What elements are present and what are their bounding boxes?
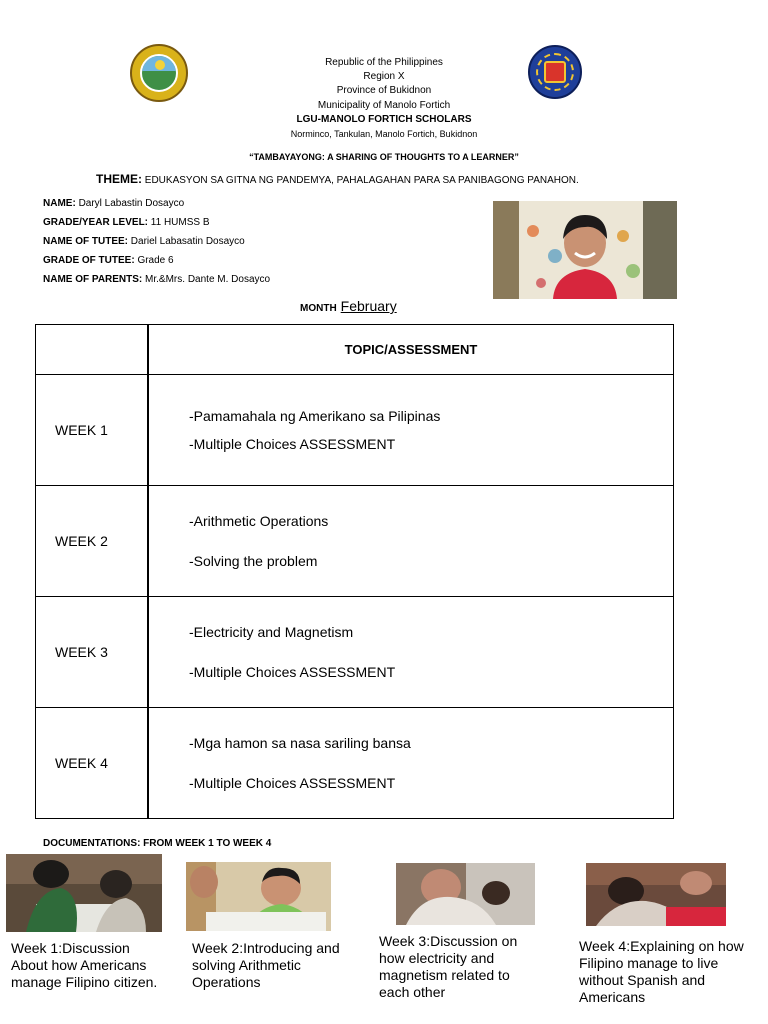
table-header-topic: TOPIC/ASSESSMENT (148, 325, 674, 375)
topic-item: -Arithmetic Operations (189, 513, 329, 529)
week1-photo (6, 854, 162, 932)
header-address: Norminco, Tankulan, Manolo Fortich, Bukidnon (290, 129, 478, 139)
month-label: MONTH (300, 303, 337, 314)
topic-item: -Solving the problem (189, 553, 318, 569)
topic-item: -Mga hamon sa nasa sariling bansa (189, 735, 411, 751)
info-value: Dariel Labasatin Dosayco (130, 236, 245, 247)
info-value: Grade 6 (137, 255, 174, 266)
week4-caption: Week 4:Explaining on how Filipino manage to live without Spanish and Americans (579, 938, 744, 1005)
program-title: “TAMBAYAYONG: A SHARING OF THOUGHTS TO A LEARNER” (249, 152, 519, 162)
info-grade-level (43, 217, 210, 228)
header-org: LGU-MANOLO FORTICH SCHOLARS (296, 114, 472, 125)
documentation-title: DOCUMENTATIONS: FROM WEEK 1 TO WEEK 4 (43, 838, 272, 849)
info-label: NAME OF PARENTS: (43, 274, 143, 285)
topic-cell (148, 486, 674, 597)
week1-caption: Week 1:Discussion About how Americans manage Filipino citizen. (11, 940, 158, 990)
week-cell: WEEK 4 (36, 708, 149, 819)
header-line-2: Region X (363, 71, 405, 82)
info-name (43, 198, 184, 209)
info-label: NAME: (43, 198, 76, 209)
info-value: Mr.&Mrs. Dante M. Dosayco (145, 274, 271, 285)
topic-cell (148, 708, 674, 819)
week3-caption: Week 3:Discussion on how electricity and magnetism related to each other (379, 933, 518, 1000)
theme-line (96, 172, 579, 186)
month-line (300, 298, 397, 314)
topic-item: -Multiple Choices ASSESSMENT (189, 775, 396, 791)
table-header-row (36, 325, 674, 375)
info-parents (43, 274, 270, 285)
week-cell: WEEK 1 (36, 375, 149, 486)
topic-item: -Multiple Choices ASSESSMENT (189, 436, 396, 452)
header-line-4: Municipality of Manolo Fortich (317, 100, 451, 111)
info-value: 11 HUMSS B (150, 217, 210, 228)
week4-photo (586, 863, 726, 926)
week-cell: WEEK 2 (36, 486, 149, 597)
topic-cell (148, 375, 674, 486)
week2-photo (186, 862, 331, 931)
table-row (36, 708, 674, 819)
header-line-3: Province of Bukidnon (336, 85, 432, 96)
info-tutee-grade (43, 255, 174, 266)
theme-label: THEME: (96, 172, 142, 186)
info-tutee-name (43, 236, 245, 247)
header-line-1: Republic of the Philippines (325, 57, 443, 68)
info-value: Daryl Labastin Dosayco (78, 198, 185, 209)
tutee-photo (493, 201, 677, 299)
week3-photo (396, 863, 535, 925)
week2-caption: Week 2:Introducing and solving Arithmetic Operations (192, 940, 340, 990)
info-label: GRADE OF TUTEE: (43, 255, 135, 266)
table-header-empty (36, 325, 149, 375)
table-row (36, 486, 674, 597)
table-row (36, 375, 674, 486)
week-cell: WEEK 3 (36, 597, 149, 708)
topic-cell (148, 597, 674, 708)
info-label: NAME OF TUTEE: (43, 236, 128, 247)
table-row (36, 597, 674, 708)
info-label: GRADE/YEAR LEVEL: (43, 217, 149, 228)
topic-item: -Pamamahala ng Amerikano sa Pilipinas (189, 408, 441, 424)
topic-item: -Electricity and Magnetism (189, 624, 354, 640)
month-value: February (340, 298, 397, 314)
theme-value: EDUKASYON SA GITNA NG PANDEMYA, PAHALAGAHAN PARA SA PANIBAGONG PANAHON. (144, 175, 579, 186)
topic-item: -Multiple Choices ASSESSMENT (189, 664, 396, 680)
topic-assessment-table (35, 324, 674, 819)
